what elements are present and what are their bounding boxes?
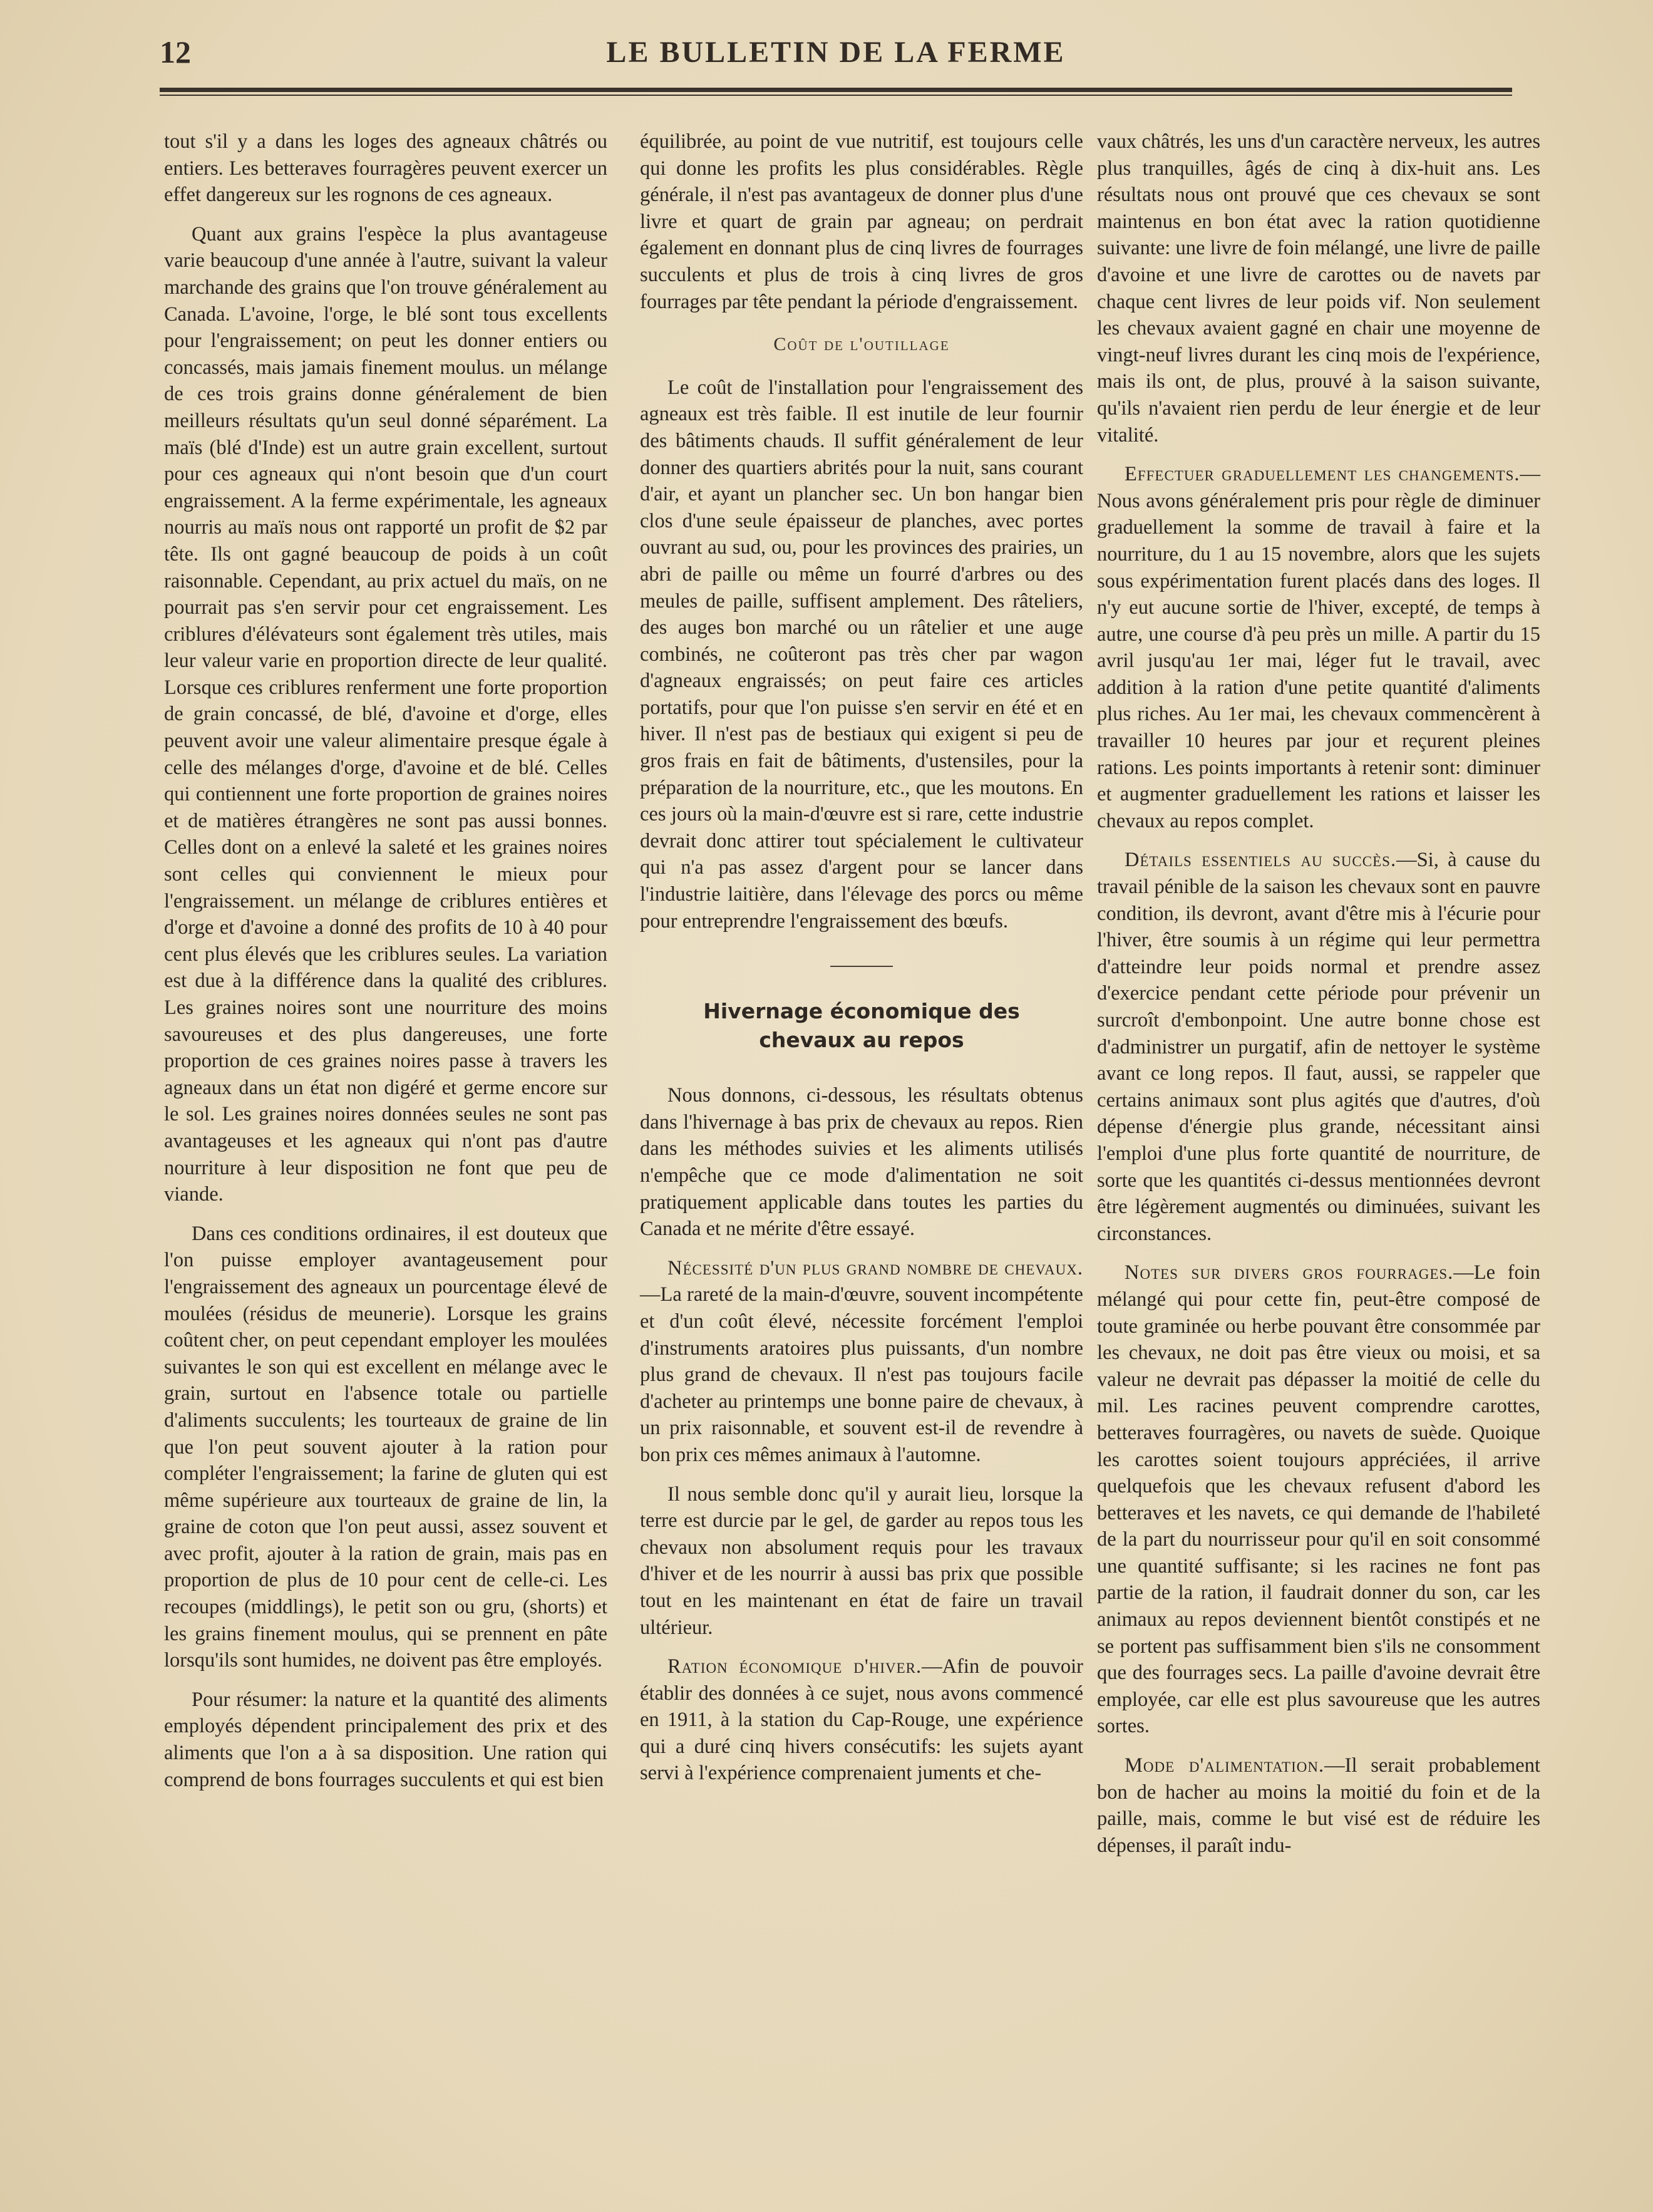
column-2 [640, 128, 1083, 1799]
paragraph: équilibrée, au point de vue nutritif, est toujours celle qui donne les profits les plus considérables. Règle générale, il n'est pas avantageux de donner plus d'une livre et quart de grain par agneau; on perdrait également en donnant plus de cinq livres de fourrages succulents et plus de trois à cinq livres de gros fourrages par tête pendant la période d'engraissement. [640, 130, 1083, 313]
paragraph: Quant aux grains l'espèce la plus avantageuse varie beaucoup d'une année à l'autre, suivant la valeur marchande des grains que l'on trouve généralement au Canada. L'avoine, l'orge, le blé sont tous excellents pour l'engraissement; on peut les donner entiers ou concassés, mais jamais finement moulus. un mélange de ces trois grains donne généralement de bien meilleurs résultats qu'un seul donné séparément. La maïs (blé d'Inde) est un autre grain excellent, surtout pour ces agneaux qui n'ont besoin que d'un court engraissement. A la ferme expérimentale, les agneaux nourris au maïs nous ont rapporté un profit de $2 par tête. Ils ont gagné beaucoup de poids à un coût raisonnable. Cependant, au prix actuel du maïs, on ne pourrait pas s'en servir pour cet engraissement. Les criblures d'élévateurs sont également très utiles, mais leur valeur varie en proportion directe de leur qualité. Lorsque ces criblures renferment une forte proportion de grain concassé, de blé, d'avoine et d'orge, elles peuvent avoir une valeur alimentaire presque égale à celle des mélanges d'orge, d'avoine et de blé. Celles qui contiennent une forte proportion de graines noires et de matières étrangères ne sont pas aussi bonnes. Celles dont on a enlevé la saleté et les graines noires sont celles qui conviennent le mieux pour l'engraissement. un mélange de criblures entières et d'orge et d'avoine a donné des profits de 10 à 40 pour cent plus élevés que les criblures seules. La variation est due à la différence dans la qualité des criblures. Les graines noires sont une nourriture des moins savoureuses et des plus dangereuses, une forte proportion de ces graines noires passe à travers les agneaux dans un état non digéré et germe encore sur le sol. Les graines noires données seules ne sont pas avantageuses et les agneaux qui n'ont pas d'autre nourriture à leur disposition ne font que peu de viande. [164, 222, 607, 1206]
journal-title: LE BULLETIN DE LA FERME [606, 36, 1066, 69]
article-divider [830, 966, 893, 967]
paragraph-text: —La rareté de la main-d'œuvre, souvent incompétente et d'un coût élevé, nécessite forcément l'emploi d'instruments aratoires plus puissants, d'un nombre plus grand de chevaux. Il n'est pas toujours facile d'acheter au printemps une bonne paire de chevaux, à un prix raisonnable, et souvent est-il de revendre à bon prix ces mêmes animaux à l'automne. [640, 1283, 1083, 1466]
paragraph [640, 1255, 1083, 1469]
paragraph [1097, 1752, 1540, 1859]
run-in-heading: Détails essentiels au succès. [1125, 849, 1397, 872]
paragraph [640, 1653, 1083, 1787]
paragraph [1097, 461, 1540, 834]
paragraph: Dans ces conditions ordinaires, il est douteux que l'on puisse employer avantageusement pour l'engraissement des agneaux un pourcentage élevé de moulées (résidus de meunerie). Lorsque les grains coûtent cher, on peut cependant employer les moulées suivantes le son qui est excellent en mélange avec le grain, surtout en l'absence totale ou partielle d'aliments succulents; les tourteaux de graine de lin que l'on peut souvent ajouter à la ration pour compléter l'engraissement; la farine de gluten qui est même supérieure aux tourteaux de graine de lin, la graine de coton que l'on peut aussi, assez souvent et avec profit, ajouter à la ration de grain, mais pas en proportion de plus de 10 pour cent de celle-ci. Les recoupes (middlings), le petit son ou gru, (shorts) et les grains finement moulus, qui se prennent en pâte lorsqu'ils sont humides, ne doivent pas être employés. [164, 1222, 607, 1672]
column-3 [1097, 128, 1540, 1871]
page-header [160, 31, 1512, 69]
paragraph [1097, 847, 1540, 1247]
article-title: Hivernage économique des chevaux au repos [703, 999, 1020, 1053]
paragraph-text: —Afin de pouvoir établir des données à ce sujet, nous avons commencé en 1911, à la station du Cap-Rouge, une expérience qui a duré cinq hivers consécutifs: les sujets ayant servi à l'expérience comprenaient juments et che- [640, 1655, 1083, 1785]
page-number: 12 [160, 34, 191, 70]
run-in-heading: Effectuer graduellement les changements. [1125, 463, 1520, 486]
section-subheading: Coût de l'outillage [773, 334, 950, 355]
article-columns [164, 128, 1539, 2145]
paragraph: Il nous semble donc qu'il y aurait lieu, lorsque la terre est durcie par le gel, de garder au repos tous les chevaux non absolument requis pour les travaux d'hiver et de les nourrir à aussi bas prix que possible tout en les maintenant en état de faire un travail ultérieur. [640, 1482, 1083, 1639]
paragraph-text: —Le foin mélangé qui pour cette fin, peut-être composé de toute graminée ou herbe pouvant être consommée par les chevaux, ne doit pas être vieux ou moisi, et sa valeur ne devrait pas dépasser la moitié de celle du mil. Les racines peuvent comprendre carottes, betteraves fourragères, ou navets de suède. Quoique les carottes soient toujours appréciées, il arrive quelquefois que les chevaux refusent d'abord les betteraves et les navets, ce qui demande de l'habileté de la part du nourrisseur pour qu'il en soit consommé une quantité suffisante; si les racines ne font pas partie de la ration, il faudrait donner du son, car les animaux au repos deviennent bientôt constipés et ne se portent pas suffisamment bien s'ils ne consomment que des fourrages secs. La paille d'avoine devrait être employée, car elle est plus savoureuse que les autres sortes. [1097, 1261, 1540, 1738]
paragraph: vaux châtrés, les uns d'un caractère nerveux, les autres plus tranquilles, âgés de cinq à dix-huit ans. Les résultats nous ont prouvé que ces chevaux se sont maintenus en bon état avec la ration quotidienne suivante: une livre de foin mélangé, une livre de paille d'avoine et une livre de carottes ou de navets par chaque cent livres de leur poids vif. Non seulement les chevaux avaient gagné en chair une moyenne de vingt-neuf livres durant les cinq mois de l'expérience, mais ils ont, de plus, prouvé à la saison suivante, qu'ils n'avaient rien perdu de leur énergie et de leur vitalité. [1097, 130, 1540, 447]
paragraph-text: —Si, à cause du travail pénible de la saison les chevaux sont en pauvre condition, ils devront, avant d'être mis à l'écurie pour l'hiver, être soumis à un régime qui leur permettra d'atteindre leur poids normal et prendre assez d'exercice pendant cette période pour prévenir un surcroît d'embonpoint. Une autre bonne chose est d'administrer un purgatif, afin de nettoyer le système avant ce long repos. Il faut, aussi, se rappeler que certains animaux sont plus agités que d'autres, d'où dépense d'énergie plus grande, nécessitant ainsi l'emploi d'une plus forte quantité de nourriture, de sorte que les quantités ci-dessus mentionnées devront être légèrement augmentés ou diminuées, suivant les circonstances. [1097, 849, 1541, 1245]
run-in-heading: Notes sur divers gros fourrages. [1125, 1261, 1454, 1284]
header-rule [160, 88, 1512, 96]
paragraph: Nous donnons, ci-dessous, les résultats obtenus dans l'hivernage à bas prix de chevaux au repos. Rien dans les méthodes suivies et les aliments utilisés n'empêche que ce mode d'alimentation ne soit pratiquement applicable dans toutes les parties du Canada et ne mérite d'être essayé. [640, 1084, 1083, 1241]
paragraph: Le coût de l'installation pour l'engraissement des agneaux est très faible. Il est inutile de leur fournir des bâtiments chauds. Il suffit généralement de leur donner des quartiers abrités pour la nuit, sans courant d'air, et ayant un plancher sec. Un bon hangar bien clos d'une seule épaisseur de planches, avec portes ouvrant au sud, ou, pour les provinces des prairies, un abri de paille ou même un fourré d'arbres ou des meules de paille, suffisent amplement. Des râteliers, des auges bon marché ou un râtelier et une auge combinés, ne coûteront pas très cher par wagon d'agneaux engraissés; on peut faire ces articles portatifs, pour que l'on puisse s'en servir en été et en hiver. Il n'est pas de bestiaux qui exigent si peu de gros frais en fait de bâtiments, d'ustensiles, pour la préparation de la nourriture, etc., que les moutons. En ces jours où la main-d'œuvre est si rare, cette industrie devrait donc attirer tout spécialement le cultivateur qui n'a pas assez d'argent pour se lancer dans l'industrie laitière, dans l'élevage des porcs ou même pour entreprendre l'engraissement des bœufs. [640, 376, 1083, 933]
paragraph: Pour résumer: la nature et la quantité des aliments employés dépendent principalement des prix et des aliments que l'on a à sa disposition. Une ration qui comprend de bons fourrages succulents et qui est bien [164, 1688, 607, 1791]
paragraph [1097, 1259, 1540, 1740]
paragraph-text: —Nous avons généralement pris pour règle de diminuer graduellement la somme de travail à faire et la nourriture, du 1 au 15 novembre, alors que les sujets sous expérimentation furent placés dans des loges. Il n'y eut aucune sortie de l'hiver, excepté, de temps à autre, une course d'à peu près un mille. A partir du 15 avril jusqu'au 1er mai, léger fut le travail, avec addition à la ration d'une petite quantité d'aliments plus riches. Au 1er mai, les chevaux commencèrent à travailler 10 heures par jour et reçurent pleines rations. Les points importants à retenir sont: diminuer et augmenter graduellement les rations et laisser les chevaux au repos complet. [1097, 463, 1540, 832]
column-1 [164, 128, 607, 1806]
run-in-heading: Nécessité d'un plus grand nombre de chevaux. [667, 1256, 1083, 1279]
run-in-heading: Mode d'alimentation. [1125, 1754, 1325, 1777]
run-in-heading: Ration économique d'hiver. [667, 1655, 922, 1678]
paragraph-text: —Il serait probablement bon de hacher au moins la moitié du foin et de la paille, mais, comme le but visé est de réduire les dépenses, il paraît indu- [1097, 1754, 1541, 1857]
paragraph: tout s'il y a dans les loges des agneaux châtrés ou entiers. Les betteraves fourragères peuvent exercer un effet dangereux sur les rognons de ces agneaux. [164, 130, 607, 207]
